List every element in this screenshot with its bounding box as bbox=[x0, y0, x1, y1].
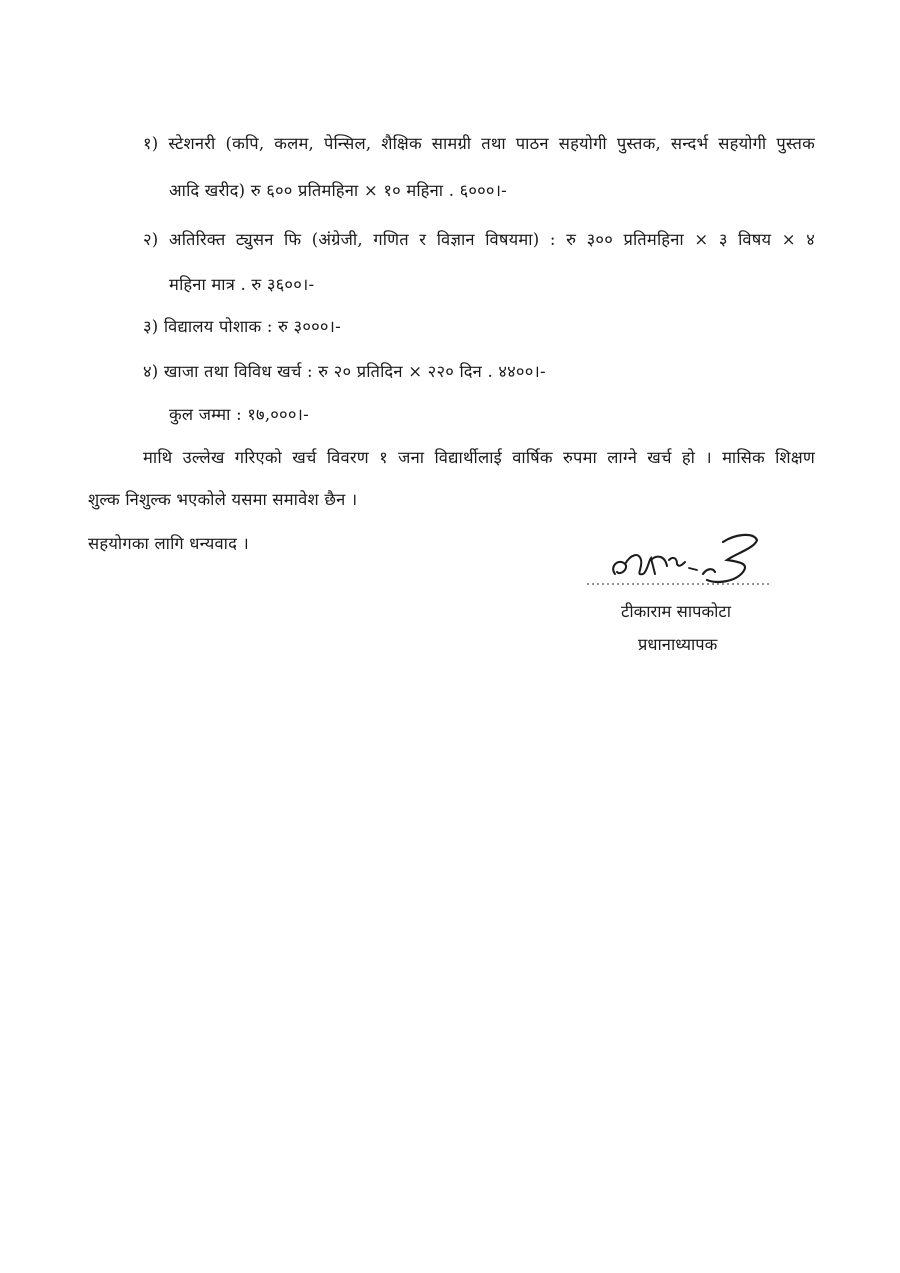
item-3: ३) विद्यालय पोशाक : रु ३०००।- bbox=[143, 317, 341, 336]
item-2-line-1: २) अतिरिक्त ट्युसन फि (अंग्रेजी, गणित र विज्ञान विषयमा) : रु ३०० प्रतिमहिना × ३ विषय × ४ bbox=[143, 230, 815, 249]
note-line-1: माथि उल्लेख गरिएको खर्च विवरण १ जना विद्यार्थीलाई वार्षिक रुपमा लाग्ने खर्च हो । मासिक शिक्षण bbox=[143, 448, 815, 467]
note-line-2: शुल्क निशुल्क भएकोले यसमा समावेश छैन । bbox=[88, 490, 358, 509]
item-2-line-2: महिना मात्र . रु ३६००।- bbox=[169, 275, 315, 294]
handwritten-signature bbox=[585, 530, 775, 600]
item-1-line-1: १) स्टेशनरी (कपि, कलम, पेन्सिल, शैक्षिक सामग्री तथा पाठन सहयोगी पुस्तक, सन्दर्भ सहयोगी पुस्तक bbox=[143, 134, 815, 153]
item-1-line-2: आदि खरीद) रु ६०० प्रतिमहिना × १० महिना . ६०००।- bbox=[169, 181, 507, 200]
signature-block bbox=[585, 530, 775, 670]
total-amount: कुल जम्मा : १७,०००।- bbox=[169, 405, 309, 424]
signatory-name: टीकाराम सापकोटा bbox=[621, 602, 732, 621]
item-4: ४) खाजा तथा विविध खर्च : रु २० प्रतिदिन × २२० दिन . ४४००।- bbox=[143, 362, 546, 381]
thanks-text: सहयोगका लागि धन्यवाद । bbox=[88, 534, 249, 553]
signatory-title: प्रधानाध्यापक bbox=[638, 635, 718, 654]
